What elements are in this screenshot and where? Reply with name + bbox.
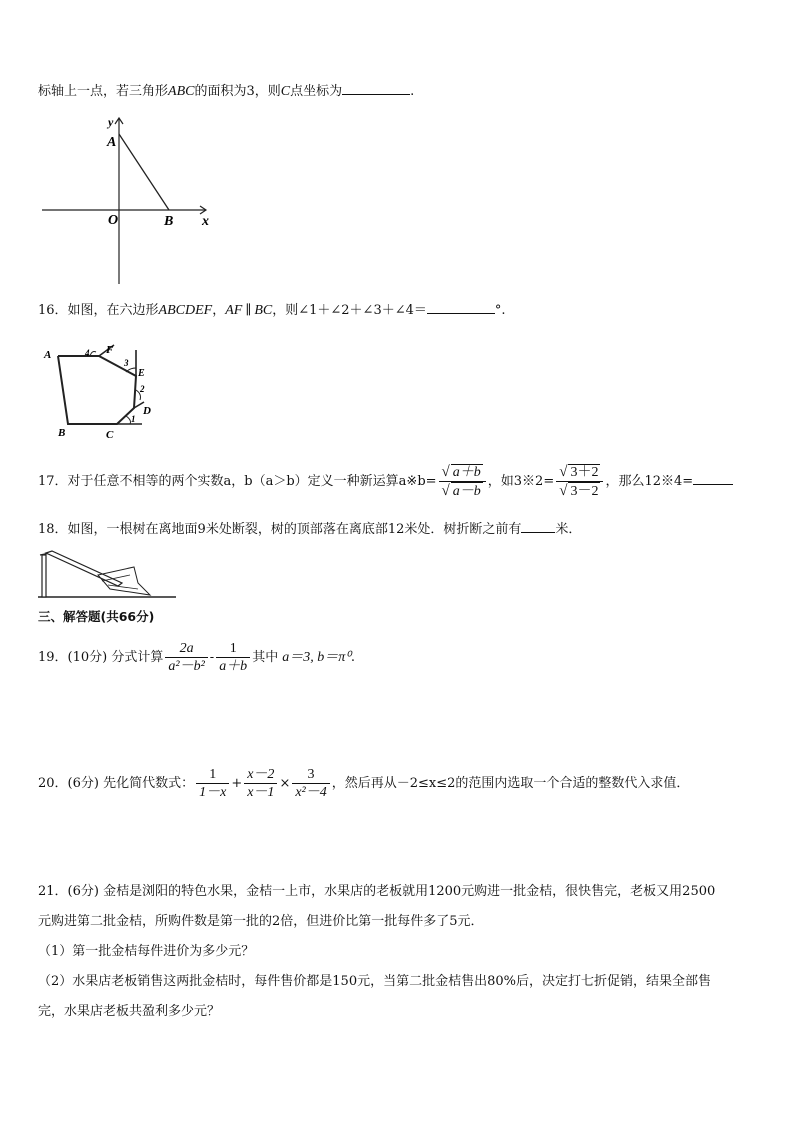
label-c: C — [106, 429, 114, 440]
answer-blank-16[interactable] — [427, 301, 495, 314]
label-y: y — [108, 115, 114, 129]
figure-15-axes — [38, 112, 218, 290]
fraction-20-b: $\frac{x-2}{x-1}$ — [244, 767, 277, 801]
answer-blank-15[interactable] — [342, 82, 410, 95]
label-3: 3 — [124, 358, 129, 368]
label-o: O — [108, 213, 119, 228]
fraction-example: $\frac{√ 3+2}{√ 3-2}$ — [556, 464, 603, 500]
segment-ab — [119, 134, 169, 210]
label-b: B — [58, 427, 66, 439]
label-b: B — [164, 214, 174, 229]
question-21 — [38, 877, 758, 1027]
q21-subquestion-1: （1）第一批金桔每件进价为多少元？ — [38, 944, 255, 959]
q15-line: 标轴上一点，若三角形ABC的面积为3，则C点坐标为 . — [38, 84, 415, 99]
label-d: D — [143, 405, 151, 417]
answer-blank-17[interactable] — [693, 472, 733, 485]
label-x: x — [202, 214, 209, 229]
q21-subquestion-2b: 完，水果店老板共盈利多少元？ — [38, 1004, 221, 1019]
label-a: A — [44, 349, 52, 361]
q21-line-2: 元购进第二批金桔，所购件数是第一批的2倍，但进价比第一批每件多了5元． — [38, 914, 484, 929]
label-a: A — [107, 135, 117, 150]
q21-subquestion-2a: （2）水果店老板销售这两批金桔时，每件售价都是150元，当第二批金桔售出80%后，决定打七折促销，结果全部售 — [38, 974, 711, 989]
broken-part — [46, 551, 122, 586]
angle-arc-1 — [126, 416, 131, 424]
fraction-20-c: $\frac{3}{\text{x²－4}}$ — [292, 767, 329, 801]
q21-line-1: 21．(6分) 金桔是浏阳的特色水果，金桔一上市，水果店的老板就用1200元购进一批金桔，很快售完，老板又用2500 — [38, 884, 716, 899]
fraction-19-b: $\frac{1}{a+b}$ — [216, 641, 250, 675]
section-3-title: 三、解答题(共66分) — [38, 609, 155, 624]
label-e: E — [138, 368, 145, 379]
fraction-20-a: $\frac{1}{1-x}$ — [196, 767, 229, 801]
label-2: 2 — [140, 384, 145, 394]
tree-trunk — [42, 555, 46, 597]
figure-16-hexagon — [38, 342, 158, 440]
answer-blank-18[interactable] — [521, 520, 555, 533]
fraction-definition: $\frac{√ a+b}{√ a-b}$ — [439, 464, 486, 500]
figure-18-tree — [38, 545, 178, 601]
label-f: F — [106, 344, 114, 356]
question-17: 17．对于任意不相等的两个实数a，b（a＞b）定义一种新运算a※b= $\frac{√ a+b}{√ a-b}$ ，如3※2= $\frac{√ 3+2}{√ 3-2}$ ，那么12※4= — [38, 460, 733, 504]
question-20: 20．(6分) 先化简代数式： $\frac{1}{1-x}$ + $\frac{x-2}{x-1}$ × $\frac{3}{\text{x²－4}}$ ，然后再从－2≤x≤2的范围内选取一个合适的整数代入求值． — [38, 766, 690, 800]
question-18: 18．如图，一根树在离地面9米处断裂，树的顶部落在离底部12米处．树折断之前有 米． — [38, 522, 582, 537]
question-16: 16．如图，在六边形ABCDEF，AF ∥ BC，则∠1＋∠2＋∠3＋∠4＝ °. — [38, 303, 506, 318]
label-4: 4 — [85, 348, 90, 358]
label-1: 1 — [131, 414, 136, 424]
question-19: 19．(10分) 分式计算 $\frac{2a}{\text{a²－b²}}$ - $\frac{1}{a+b}$ 其中 a＝3, b＝π⁰. — [38, 640, 355, 674]
fraction-19-a: $\frac{2a}{\text{a²－b²}}$ — [165, 641, 207, 675]
